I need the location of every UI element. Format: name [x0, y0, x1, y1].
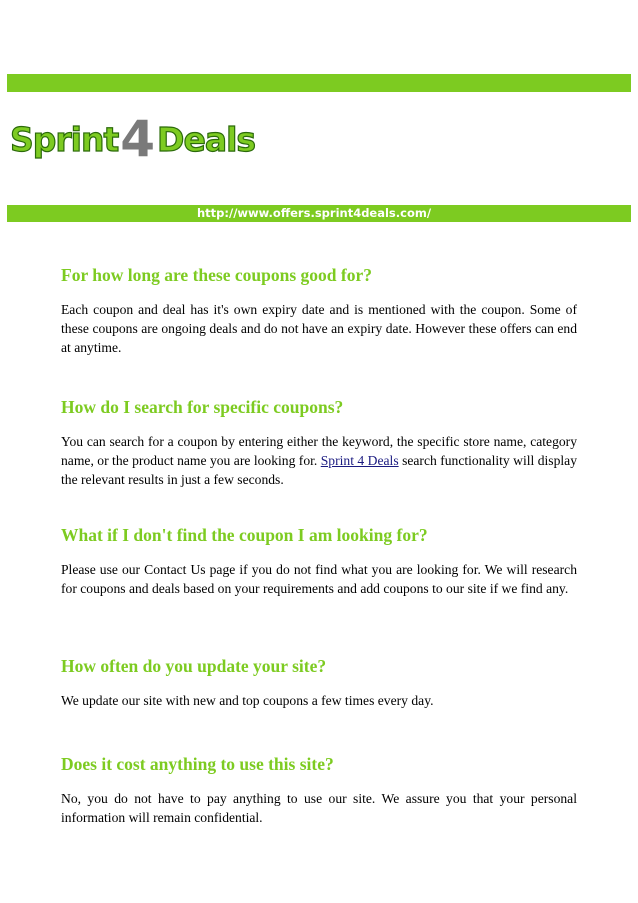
logo-number: 4 — [120, 110, 156, 168]
url-banner — [7, 205, 631, 222]
faq-question: What if I don't find the coupon I am looking for? — [61, 525, 428, 545]
logo-sprint-text: Sprint — [10, 120, 119, 159]
logo-deals-text: Deals — [157, 120, 256, 159]
faq-question: How often do you update your site? — [61, 656, 327, 676]
faq-answer — [61, 432, 577, 489]
faq-answer: We update our site with new and top coupons a few times every day. — [61, 693, 434, 708]
sprint4deals-link[interactable]: Sprint 4 Deals — [320, 453, 399, 468]
faq-item-update — [61, 655, 577, 710]
faq-answer-text: search functionality will display the relevant results in just a few seconds. — [61, 453, 577, 487]
faq-item-not-found — [61, 524, 577, 598]
faq-item-expiry — [61, 264, 577, 357]
faq-question: How do I search for specific coupons? — [61, 397, 344, 417]
site-url-link[interactable]: http://www.offers.sprint4deals.com/ — [197, 206, 432, 220]
faq-answer: Each coupon and deal has it's own expiry date and is mentioned with the coupon. Some of these coupons are ongoing deals and do not have an expiry date. However these offers can end at anytime. — [61, 302, 577, 355]
top-green-bar — [7, 74, 631, 92]
faq-question: For how long are these coupons good for? — [61, 265, 372, 285]
faq-answer: No, you do not have to pay anything to use our site. We assure you that your personal information will remain confidential. — [61, 791, 577, 825]
faq-question: Does it cost anything to use this site? — [61, 754, 334, 774]
faq-item-search — [61, 396, 577, 489]
sprint4deals-logo[interactable] — [10, 108, 256, 168]
faq-answer-text: You can search for a coupon by entering either the keyword, the specific store name, category name, or the product name you are looking for. — [61, 434, 577, 468]
faq-answer: Please use our Contact Us page if you do not find what you are looking for. We will research for coupons and deals based on your requirements and add coupons to our site if we find any. — [61, 562, 577, 596]
faq-item-cost — [61, 753, 577, 827]
